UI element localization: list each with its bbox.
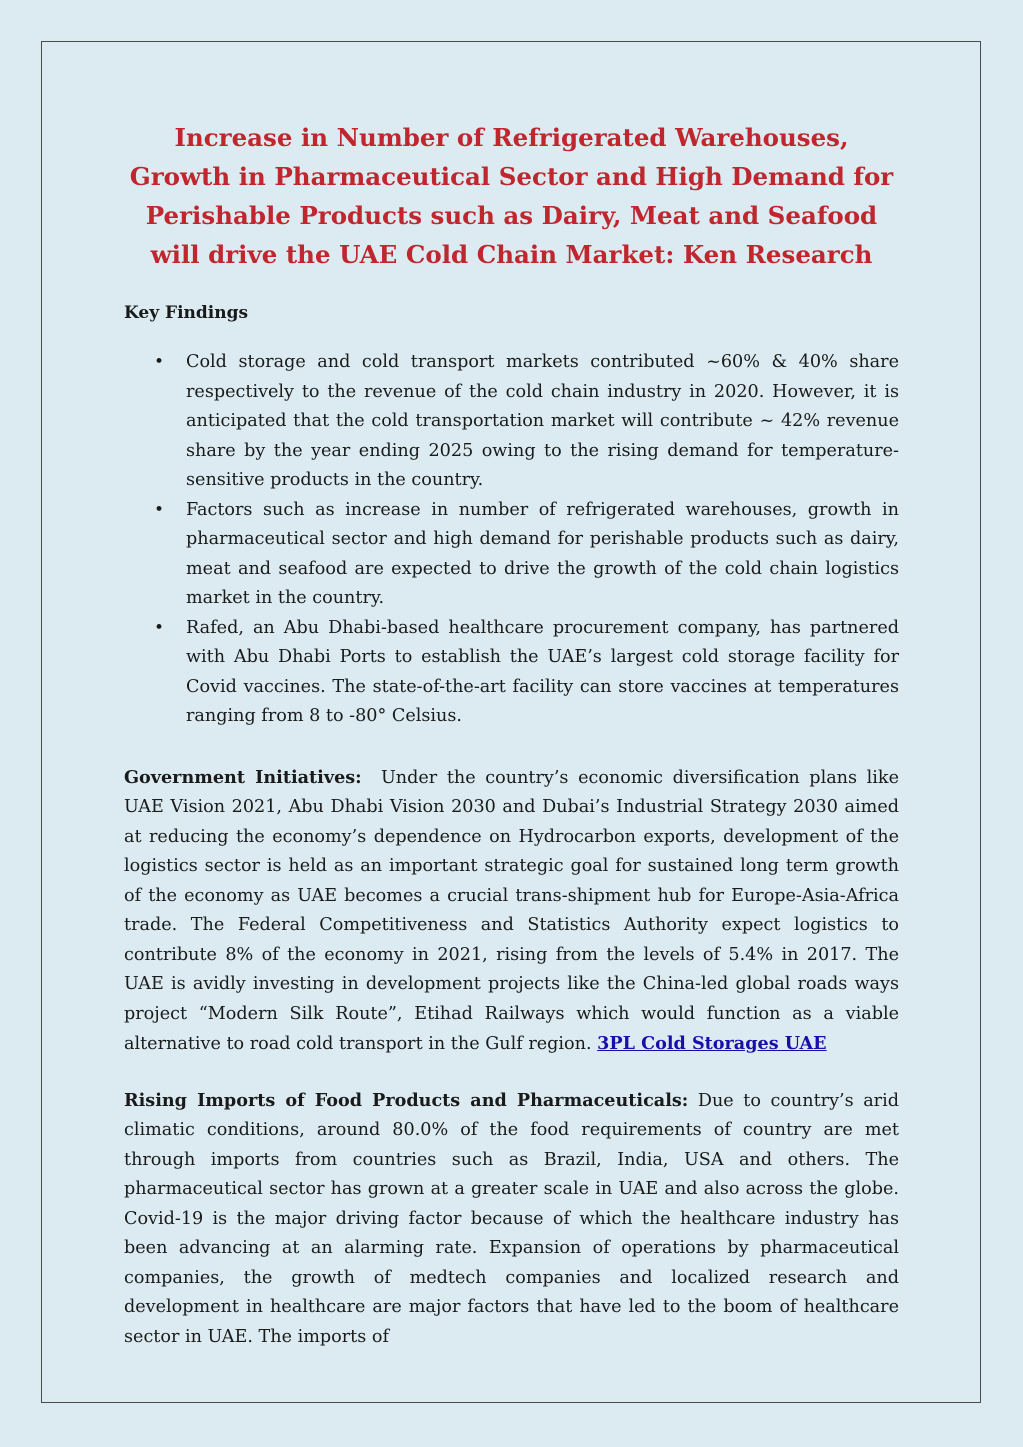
key-findings-heading: Key Findings bbox=[124, 303, 249, 323]
imports-text: Due to country’s arid climatic conditions, around 80.0% of the food requirements of country are met through imports from countries such as Brazil, India, USA and others. The pharmaceutical sector has grown at a greater scale in UAE and also across the globe. Covid-19 is the major driving factor because of which the healthcare industry has been advancing at an alarming rate. Expansion of operations by pharmaceutical companies, the growth of medtech companies and localized research and development in healthcare are major factors that have led to the boom of healthcare sector in UAE. The imports of bbox=[124, 1090, 899, 1347]
document-title: Increase in Number of Refrigerated Warehouses, Growth in Pharmaceutical Sector and High Demand for Perishable Products such as Dairy, Meat and Seafood will drive the UAE Cold Chain Market: Ken Research bbox=[129, 123, 894, 269]
imports-paragraph bbox=[124, 1086, 899, 1353]
bullet-icon: • bbox=[154, 617, 165, 638]
finding-text: Cold storage and cold transport markets contributed ~60% & 40% share respectively to the revenue of the cold chain industry in 2020. However, it is anticipated that the cold transportation market will contribute ~ 42% revenue share by the year ending 2025 owing to the rising demand for temperature-sensitive products in the country. bbox=[186, 352, 899, 490]
imports-heading: Rising Imports of Food Products and Pharmaceuticals: bbox=[124, 1089, 689, 1111]
finding-text: Rafed, an Abu Dhabi-based healthcare procurement company, has partnered with Abu Dhabi Ports to establish the UAE’s largest cold storage facility for Covid vaccines. The state-of-the-art facility can store vaccines at temperatures ranging from 8 to -80° Celsius. bbox=[186, 617, 899, 726]
government-initiatives-paragraph bbox=[124, 763, 899, 1060]
finding-text: Factors such as increase in number of refrigerated warehouses, growth in pharmaceutical sector and high demand for perishable products such as dairy, meat and seafood are expected to drive the growth of the cold chain logistics market in the country. bbox=[186, 499, 899, 608]
government-initiatives-text: Under the country’s economic diversification plans like UAE Vision 2021, Abu Dhabi Vision 2030 and Dubai’s Industrial Strategy 2030 aimed at reducing the economy’s dependence on Hydrocarbon exports, development of the logistics sector is held as an important strategic goal for sustained long term growth of the economy as UAE becomes a crucial trans-shipment hub for Europe-Asia-Africa trade. The Federal Competitiveness and Statistics Authority expect logistics to contribute 8% of the economy in 2021, rising from the levels of 5.4% in 2017. The UAE is avidly investing in development projects like the China-led global roads ways project “Modern Silk Route”, Etihad Railways which would function as a viable alternative to road cold transport in the Gulf region. bbox=[124, 767, 900, 1054]
bullet-icon: • bbox=[154, 499, 165, 520]
list-item bbox=[124, 614, 899, 732]
cold-storage-link[interactable]: 3PL Cold Storages UAE bbox=[597, 1033, 827, 1054]
document-body bbox=[124, 118, 899, 1378]
list-item bbox=[124, 348, 899, 496]
government-initiatives-heading: Government Initiatives: bbox=[124, 766, 362, 788]
list-item bbox=[124, 496, 899, 614]
bullet-icon: • bbox=[154, 352, 165, 372]
key-findings-list bbox=[124, 348, 899, 732]
